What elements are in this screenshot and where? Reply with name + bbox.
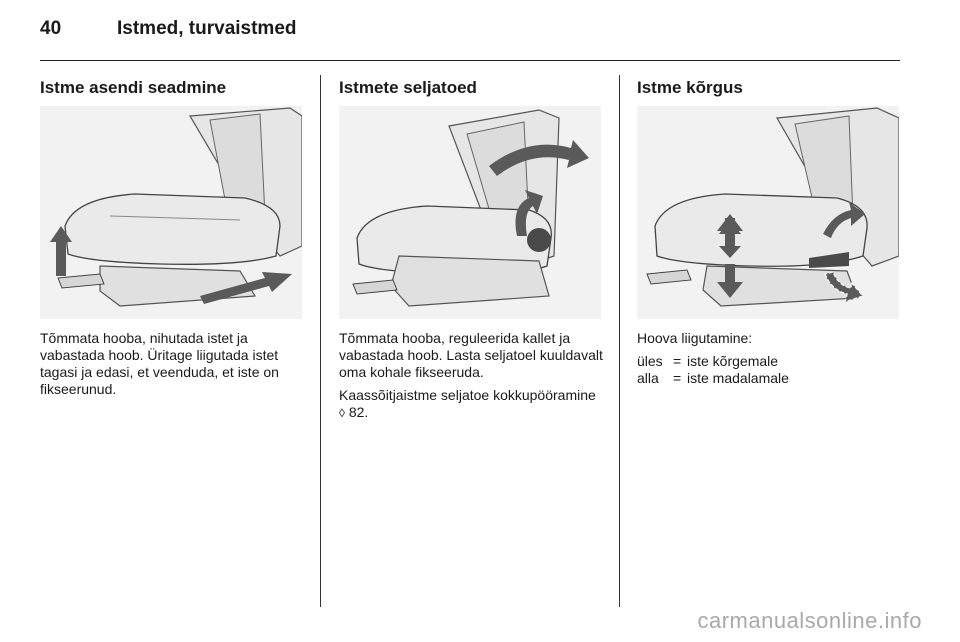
paragraph: Tõmmata hooba, nihutada istet ja vabastada hoob. Üritage liigutada istet tagasi ja edasi, et veenduda, et iste on fikseerunud. — [40, 330, 279, 397]
item-equals: = — [673, 370, 682, 386]
lever-movement-list — [637, 353, 901, 387]
chapter-title: Istmed, turvaistmed — [117, 18, 297, 39]
section-heading: Istme asendi seadmine — [40, 78, 227, 97]
item-value: iste kõrgemale — [687, 353, 779, 369]
backrest-illustration — [339, 106, 601, 319]
reference-page: 82. — [348, 404, 369, 420]
section-heading: Istme kõrgus — [637, 78, 743, 97]
item-key: alla — [637, 370, 659, 386]
column-divider — [619, 75, 620, 607]
page-number: 40 — [40, 18, 62, 39]
column-divider — [320, 75, 321, 607]
section-heading: Istmete seljatoed — [339, 78, 477, 97]
list-item — [637, 370, 901, 387]
watermark: carmanualsonline.info — [697, 608, 922, 633]
paragraph: Tõmmata hooba, reguleerida kallet ja vabastada hoob. Lasta seljatoel kuuldavalt oma kohale fikseeruda. — [339, 330, 603, 380]
reference-text: Kaassõitjaistme seljatoe kokkupööramine — [339, 387, 596, 403]
section-seat-height — [637, 78, 899, 386]
item-key: üles — [637, 353, 663, 369]
item-equals: = — [673, 353, 682, 369]
section-seat-backrest — [339, 78, 603, 420]
cross-reference — [339, 387, 603, 422]
section-seat-position — [40, 78, 302, 397]
seat-height-illustration — [637, 106, 899, 319]
paragraph: Hoova liigutamine: — [637, 330, 753, 346]
seat-position-illustration — [40, 106, 302, 319]
item-value: iste madalamale — [687, 370, 789, 386]
header-rule — [40, 60, 900, 61]
reference-arrow-icon: ◊ — [339, 406, 345, 420]
list-item — [637, 353, 901, 370]
